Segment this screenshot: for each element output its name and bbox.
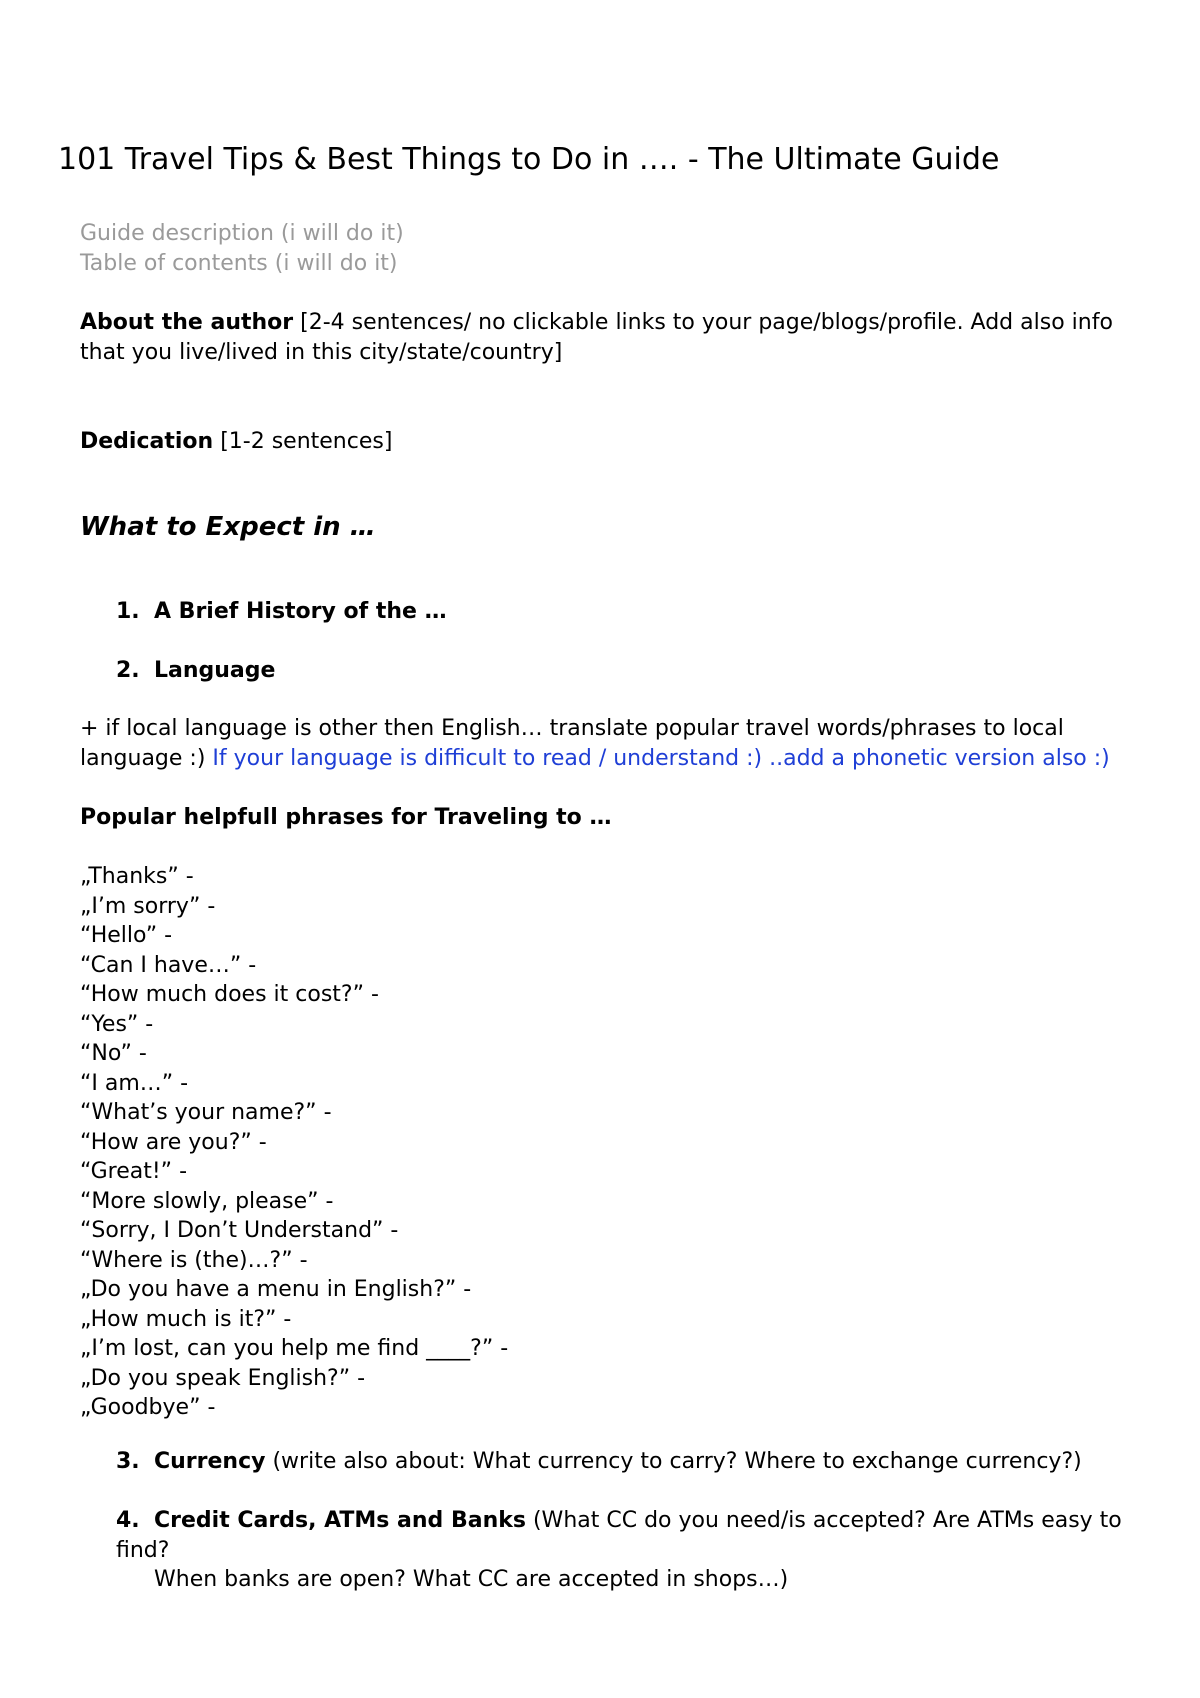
language-note-blue: If your language is difficult to read / understand :) ..add a phonetic version also :) xyxy=(212,745,1110,771)
language-note-line1: + if local language is other then English… translate popular travel words/phrases to local xyxy=(80,716,1064,741)
list-item-text: (What CC do you need/is accepted? Are ATMs easy to find? xyxy=(116,1508,1122,1563)
section-heading: What to Expect in … xyxy=(80,512,376,542)
list-item: “No” - xyxy=(80,1041,147,1066)
list-item xyxy=(116,656,1136,686)
list-item xyxy=(116,1506,1136,1595)
list-item: „I’m sorry” - xyxy=(80,893,216,919)
list-item: “Can I have…” - xyxy=(80,952,257,978)
list-item-text: (write also about: What currency to carry? Where to exchange currency?) xyxy=(265,1449,1082,1474)
phrases-heading-text: Popular helpfull phrases for Traveling to … xyxy=(80,805,612,830)
list-item: “Yes” - xyxy=(80,1011,154,1037)
list-item-label: Currency xyxy=(154,1449,266,1474)
list-number: 4. xyxy=(116,1508,140,1533)
list-item-label: Credit Cards, ATMs and Banks xyxy=(154,1508,526,1533)
list-item-label: Language xyxy=(154,658,276,683)
list-item-label: A Brief History of the … xyxy=(154,599,447,624)
dedication-text: [1-2 sentences] xyxy=(213,429,393,454)
list-item: „Do you have a menu in English?” - xyxy=(80,1277,472,1302)
list-item: “Sorry, I Don’t Understand” - xyxy=(80,1218,399,1243)
list-item: „Goodbye” - xyxy=(80,1395,216,1420)
list-item: „Thanks” - xyxy=(80,864,194,889)
list-item: “What’s your name?” - xyxy=(80,1100,332,1125)
dedication-label: Dedication xyxy=(80,429,214,454)
list-number: 3. xyxy=(116,1449,140,1474)
list-item xyxy=(116,597,1136,627)
list-number: 1. xyxy=(116,599,140,624)
dedication-paragraph xyxy=(80,427,1140,457)
table-of-contents-note: Table of contents (i will do it) xyxy=(80,250,398,276)
about-author-text: [2-4 sentences/ no clickable links to your page/blogs/profile. Add also info xyxy=(293,310,1113,335)
about-author-text-cont: that you live/lived in this city/state/country] xyxy=(80,339,563,365)
list-item: „How much is it?” - xyxy=(80,1306,292,1332)
list-item: „Do you speak English?” - xyxy=(80,1365,366,1391)
guide-description: Guide description (i will do it) xyxy=(80,221,404,246)
list-item: “More slowly, please” - xyxy=(80,1188,334,1214)
list-item xyxy=(116,1447,1136,1477)
document-title: 101 Travel Tips & Best Things to Do in …. - The Ultimate Guide xyxy=(58,142,1000,177)
list-item: “How are you?” - xyxy=(80,1129,267,1155)
about-author-label: About the author xyxy=(80,310,294,335)
language-note-line2: language :) xyxy=(80,745,213,771)
about-author-paragraph xyxy=(80,308,1140,367)
list-item: „I’m lost, can you help me find ____?” - xyxy=(80,1336,509,1361)
list-item: “Hello” - xyxy=(80,923,173,948)
language-note xyxy=(80,714,1140,773)
phrases-heading xyxy=(80,803,1140,833)
guide-meta xyxy=(80,219,1140,278)
list-number: 2. xyxy=(116,658,140,683)
list-item-text-cont: When banks are open? What CC are accepted in shops…) xyxy=(154,1567,789,1592)
list-item: “I am…” - xyxy=(80,1070,189,1096)
phrases-list xyxy=(80,862,1140,1423)
list-item: “Where is (the)…?” - xyxy=(80,1247,308,1273)
list-item: “How much does it cost?” - xyxy=(80,982,379,1007)
list-item: “Great!” - xyxy=(80,1159,188,1184)
